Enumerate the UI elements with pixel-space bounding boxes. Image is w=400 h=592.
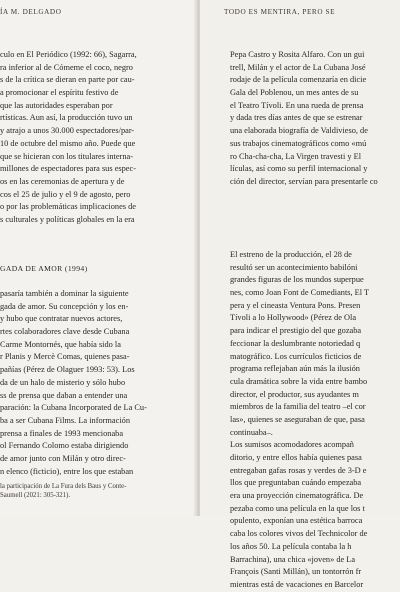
text-line: Los sumisos acomodadores acompañ [230, 440, 354, 450]
text-line: 10 de octubre del mismo año. Puede que [0, 138, 136, 148]
footnote-line: Saumell (2021: 305-321). [0, 492, 71, 500]
footnote-line: la participación de La Fura dels Baus y Conte- [0, 483, 127, 490]
text-line: ro Cha-cha-cha, La Virgen travesti y El [230, 151, 362, 161]
text-line: culo en El Periódico (1992: 66), Sagarra, [0, 50, 137, 59]
footnote [0, 482, 126, 500]
right-running-header: TODO ES MENTIRA, PERO SE [224, 8, 336, 16]
text-line: rtes colaboradores clave desde Cubana [0, 327, 130, 337]
text-line: s culturales y políticas globales en la era [0, 214, 135, 224]
text-line: s de la crítica se dieran en parte por cau- [0, 75, 135, 85]
text-line: os en las ceremonias de apertura y de [0, 176, 125, 186]
text-line: pera y el cineasta Ventura Pons. Presen [230, 300, 361, 310]
text-line: y dada tres días antes de que se estrenar [230, 113, 363, 123]
text-line: llos que preguntaban cuándo empezaba [230, 478, 362, 488]
text-line: ba a ser Cubana Films. La información [0, 415, 130, 425]
text-line: mientras está de vacaciones en Barcelor [230, 579, 364, 589]
text-line: que se hicieran con los titulares interna- [0, 151, 133, 161]
text-line: o por las problemáticas implicaciones de [0, 202, 137, 212]
text-line: feccionar la deslumbrante notoriedad q [230, 338, 361, 348]
text-line: n elenco (ficticio), entre los que estaban [0, 466, 134, 476]
text-line: de amor junto con Milán y otro direc- [0, 453, 126, 463]
text-line: director, el productor, sus ayudantes m [230, 389, 359, 399]
text-line: resultó ser un acontecimiento babilóni [230, 262, 358, 272]
text-line: a promocionar el espíritu festivo de [0, 88, 119, 98]
text-line: programa reflejaban aún más la ilusión [230, 364, 360, 374]
right-paragraph-2 [230, 249, 369, 592]
text-line: Carme Montornés, que había sido la [0, 339, 121, 349]
text-line: ss de prensa que daban a entender una [0, 390, 128, 400]
section-title: GADA DE AMOR (1994) [0, 264, 88, 273]
text-line: cos el 25 de julio y el 9 de agosto, pero [0, 189, 131, 199]
text-line: El estreno de la producción, el 28 de [230, 250, 352, 259]
text-line: opulento, exponían una estética barroca [230, 516, 363, 526]
text-line: el Teatro Tívoli. En una rueda de prensa [230, 100, 364, 110]
text-line: pañías (Pérez de Olaguer 1993: 53). Los [0, 365, 135, 375]
text-line: Barrachina), una chica «joven» de La [230, 554, 356, 564]
text-line: entregaban gafas rosas y verdes de 3-D e [230, 465, 367, 475]
text-line: y atrajo a unos 30.000 espectadores/par- [0, 126, 135, 136]
left-running-header: ÍA M. DELGADO [0, 8, 62, 16]
text-line: prensa a finales de 1993 mencionaba [0, 428, 124, 438]
text-line: ol Fernando Colomo estaba dirigiendo [0, 441, 129, 451]
text-line: trell, Milán y el actor de La Cubana José [230, 62, 366, 72]
text-line: millones de espectadores para sus espec- [0, 164, 136, 174]
text-line: grandes figuras de los mundos superpue [230, 275, 364, 285]
text-line: ditorio, y entre ellos había quienes pasa [230, 453, 362, 462]
text-line: rodaje de la película comenzaría en dicie [230, 75, 367, 85]
left-page [0, 0, 196, 516]
text-line: r Planis y Mercè Comas, quienes pasa- [0, 352, 130, 362]
text-line: gada de amor. Su concepción y los en- [0, 301, 129, 311]
text-line: y hubo que contratar nuevos actores, [0, 314, 123, 324]
text-line: miembros de la familia del teatro –el cor [230, 402, 366, 412]
right-page [200, 0, 400, 589]
text-line: pasaría también a dominar la siguiente [0, 289, 129, 298]
text-line: ción del director, servían para presentarle co [230, 176, 378, 186]
text-line: paración: la Cubana Incorporated de La Cu- [0, 403, 147, 413]
text-line: que las autoridades esperaban por [0, 100, 113, 110]
text-line: cula dramática sobre la vida entre bambo [230, 376, 368, 386]
text-line: sus trabajos cinematográficos como «mú [230, 138, 367, 148]
text-line: Gala del Poblenou, un mes antes de su [230, 88, 359, 98]
text-line: nes, como Joan Font de Comediants, El T [230, 288, 370, 298]
text-line: ra inferior al de Cómeme el coco, negro [0, 62, 133, 72]
text-line: Tívoli a lo Hollywood» (Pérez de Ola [230, 313, 357, 323]
text-line: una elaborada biografía de Valdivieso, de [230, 126, 368, 136]
text-line: era una proyección cinematográfica. De [230, 491, 364, 501]
text-line: lículas, así como su perfil internacional y [230, 164, 368, 174]
text-line: matográfico. Los currículos ficticios de [230, 351, 362, 361]
text-line: las», quienes se aseguraban de que, pasa [230, 414, 365, 424]
text-line: François (Santi Millán), un tontorrón fr [230, 567, 362, 577]
text-line: rtísticas. Aun así, la producción tuvo un [0, 113, 133, 123]
text-line: continuaba–. [230, 427, 273, 437]
left-paragraph-1 [0, 49, 137, 227]
text-line: Pepa Castro y Rosita Alfaro. Con un gui [230, 50, 365, 59]
right-paragraph-1 [230, 49, 378, 189]
text-line: da de un halo de misterio y sólo hubo [0, 377, 126, 387]
text-line: caba los colores vivos del Technicolor de [230, 529, 368, 539]
text-line: para indicar el prestigio del que gozaba [230, 326, 362, 336]
text-line: los años 50. La película contaba la h [230, 541, 352, 551]
text-line: pezaba como una película en la que los t [230, 503, 365, 513]
left-paragraph-2 [0, 288, 147, 478]
